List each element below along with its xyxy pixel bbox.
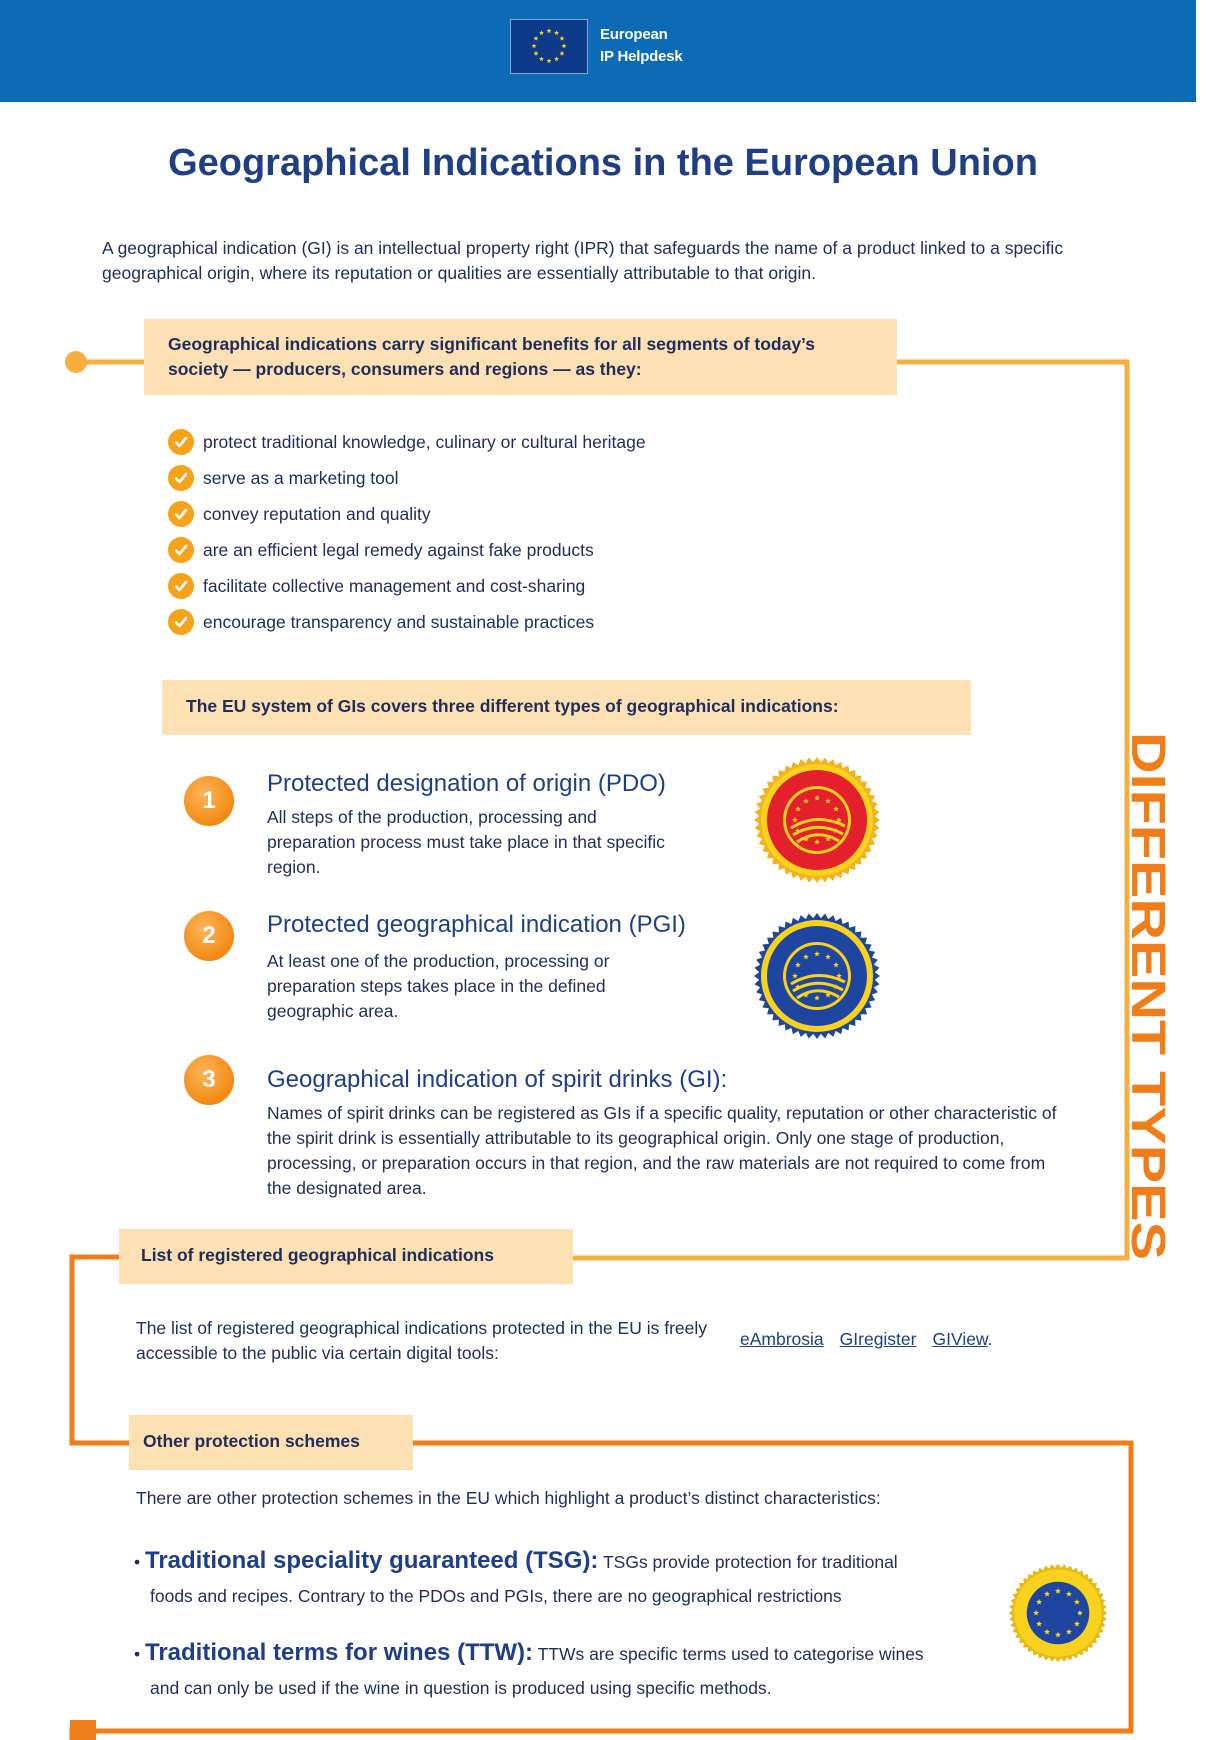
tsg-seal-icon — [1008, 1563, 1108, 1663]
benefit-item — [168, 424, 646, 460]
checkmark-icon — [168, 573, 194, 599]
scheme-text: TTWs are specific terms used to categorise wines — [537, 1644, 924, 1664]
link-eambrosia[interactable]: eAmbrosia — [740, 1329, 824, 1349]
org-name — [600, 24, 683, 68]
page-title: Geographical Indications in the European Union — [168, 142, 1038, 184]
type-title-pdo: Protected designation of origin (PDO) — [267, 770, 666, 797]
other-schemes-heading: Other protection schemes — [143, 1431, 360, 1451]
link-giregister[interactable]: GIregister — [839, 1329, 917, 1349]
intro-paragraph: A geographical indication (GI) is an intellectual property right (IPR) that safeguards the name of a product linked to a specific geographical origin, where its reputation or qualities are essentially attributable to that origin. — [102, 238, 1064, 283]
type-description-gi-spirits: Names of spirit drinks can be registered as GIs if a specific quality, reputation or other characteristic of the spirit drink is essentially attributable to its geographical origin. Only one stage of production, processing, or preparation occurs in that region, and the raw materials are not required to come from the designated area. — [267, 1103, 1057, 1198]
benefits-list — [168, 424, 646, 640]
benefit-text: convey reputation and quality — [203, 503, 431, 524]
end-block — [70, 1720, 96, 1740]
other-schemes-intro: There are other protection schemes in the EU which highlight a product’s distinct characteristics: — [136, 1488, 881, 1508]
type-number-badge: 1 — [184, 776, 234, 826]
benefit-item — [168, 460, 646, 496]
registry-text: The list of registered geographical indications protected in the EU is freely accessible to the public via certain digital tools: — [136, 1318, 707, 1363]
type-title-pgi: Protected geographical indication (PGI) — [267, 911, 686, 938]
type-number-badge: 3 — [184, 1055, 234, 1105]
type-description-pdo: All steps of the production, processing and preparation process must take place in that specific region. — [267, 807, 665, 877]
different-types-label — [1121, 728, 1174, 1258]
link-giview[interactable]: GIView — [932, 1329, 988, 1349]
org-name-line2: IP Helpdesk — [600, 48, 683, 65]
pdo-seal-icon — [753, 756, 881, 884]
types-heading: The EU system of GIs covers three different types of geographical indications: — [186, 696, 839, 716]
benefit-item — [168, 496, 646, 532]
benefit-item — [168, 604, 646, 640]
registry-links — [740, 1329, 992, 1350]
types-heading-box — [162, 680, 971, 735]
type-description-pgi: At least one of the production, processing or preparation steps takes place in the defined geographic area. — [267, 951, 610, 1021]
checkmark-icon — [168, 537, 194, 563]
registry-heading-box — [119, 1229, 573, 1284]
links-suffix: . — [987, 1329, 993, 1349]
scheme-text: TSGs provide protection for traditional — [602, 1552, 898, 1572]
checkmark-icon — [168, 609, 194, 635]
scheme-text: and can only be used if the wine in question is produced using specific methods. — [150, 1678, 772, 1698]
scheme-bullet: • — [134, 1552, 145, 1572]
checkmark-icon — [168, 429, 194, 455]
other-schemes-heading-box — [129, 1415, 413, 1470]
benefit-text: encourage transparency and sustainable practices — [203, 611, 595, 632]
scheme-name-ttw: Traditional terms for wines (TTW): — [145, 1639, 534, 1666]
benefit-text: are an efficient legal remedy against fake products — [203, 539, 594, 560]
org-name-line1: European — [600, 26, 668, 43]
benefit-text: serve as a marketing tool — [203, 467, 399, 488]
checkmark-icon — [168, 465, 194, 491]
benefits-heading: Geographical indications carry significant benefits for all segments of today’s society — producers, consumers and regions — as they: — [168, 334, 816, 379]
scheme-name-tsg: Traditional speciality guaranteed (TSG): — [145, 1547, 599, 1574]
different-types-text: DIFFERENT TYPES — [1121, 732, 1174, 1173]
benefit-item — [168, 532, 646, 568]
pgi-seal-icon — [753, 912, 881, 1040]
type-title-gi-spirits: Geographical indication of spirit drinks (GI): — [267, 1066, 728, 1093]
benefits-heading-box — [144, 319, 897, 395]
scheme-text: foods and recipes. Contrary to the PDOs and PGIs, there are no geographical restrictions — [150, 1586, 842, 1606]
scheme-bullet: • — [134, 1644, 145, 1664]
scheme-item-ttw — [134, 1636, 1014, 1705]
benefit-item — [168, 568, 646, 604]
header-bar — [0, 0, 1196, 102]
scheme-item-tsg — [134, 1544, 1014, 1613]
type-number-badge: 2 — [184, 911, 234, 961]
benefit-text: facilitate collective management and cost-sharing — [203, 575, 586, 596]
checkmark-icon — [168, 501, 194, 527]
registry-heading: List of registered geographical indications — [141, 1245, 494, 1265]
line-segment-left — [72, 1257, 135, 1443]
eu-flag-icon — [510, 19, 588, 74]
benefit-text: protect traditional knowledge, culinary or cultural heritage — [203, 431, 646, 452]
